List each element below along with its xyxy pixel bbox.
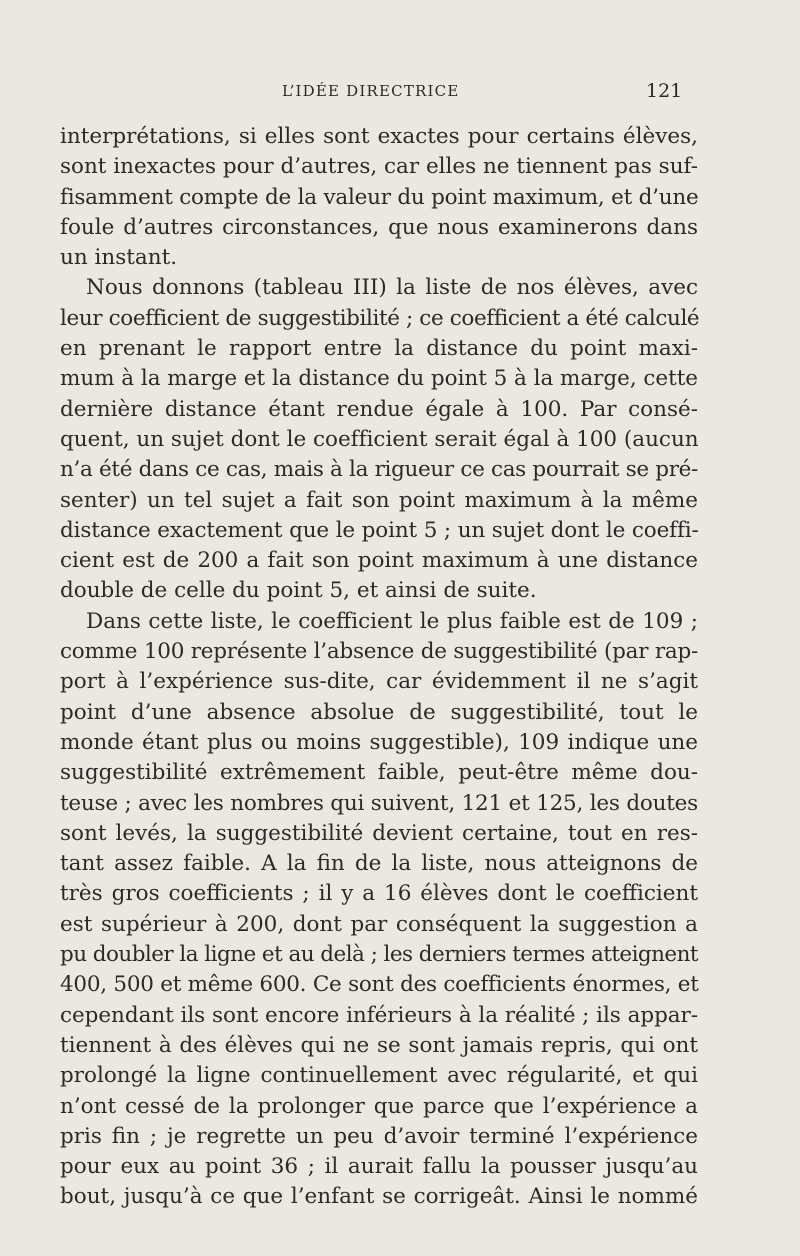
text-line: point d’une absence absolue de suggestibilité, tout le — [60, 699, 698, 725]
text-line: en prenant le rapport entre la distance du point maxi- — [60, 336, 698, 362]
text-line: port à l’expérience sus-dite, car évidemment il ne s’agit — [60, 669, 698, 695]
text-line: cependant ils sont encore inférieurs à la réalité ; ils appar- — [60, 1002, 698, 1028]
paragraph — [60, 607, 698, 1213]
text-line: n’ont cessé de la prolonger que parce que l’expérience a — [60, 1093, 698, 1119]
text-line: pour eux au point 36 ; il aurait fallu la pousser jusqu’au — [60, 1154, 698, 1180]
text-line: tant assez faible. A la fin de la liste, nous atteignons de — [60, 851, 698, 877]
text-line: fisamment compte de la valeur du point maximum, et d’une — [60, 184, 699, 210]
paragraph — [60, 273, 698, 606]
text-line: suggestibilité extrêmement faible, peut-être même dou- — [60, 760, 698, 786]
running-head — [0, 82, 800, 112]
body-text — [60, 122, 698, 1213]
text-line: mum à la marge et la distance du point 5 à la marge, cette — [60, 366, 698, 392]
text-line: double de celle du point 5, et ainsi de suite. — [60, 578, 537, 604]
text-line: foule d’autres circonstances, que nous examinerons dans — [60, 214, 698, 240]
text-line: senter) un tel sujet a fait son point maximum à la même — [60, 487, 698, 513]
text-line: très gros coefficients ; il y a 16 élèves dont le coefficient — [60, 881, 698, 907]
text-line: distance exactement que le point 5 ; un sujet dont le coeffi- — [60, 517, 699, 543]
text-line: est supérieur à 200, dont par conséquent la suggestion a — [60, 911, 698, 937]
running-title: L’IDÉE DIRECTRICE — [282, 82, 460, 100]
text-line: dernière distance étant rendue égale à 100. Par consé- — [60, 396, 698, 422]
text-line: bout, jusqu’à ce que l’enfant se corrigeât. Ainsi le nommé — [60, 1184, 698, 1210]
page-number: 121 — [646, 80, 683, 102]
paragraph — [60, 122, 698, 273]
text-line: sont levés, la suggestibilité devient certaine, tout en res- — [60, 820, 698, 846]
text-line: prolongé la ligne continuellement avec régularité, et qui — [60, 1063, 698, 1089]
text-line: interprétations, si elles sont exactes pour certains élèves, — [60, 124, 698, 149]
text-line: teuse ; avec les nombres qui suivent, 121 et 125, les doutes — [60, 790, 699, 816]
text-line: n’a été dans ce cas, mais à la rigueur ce cas pourrait se pré- — [60, 457, 698, 483]
text-line: sont inexactes pour d’autres, car elles ne tiennent pas suf- — [60, 154, 698, 180]
text-line: pris fin ; je regrette un peu d’avoir terminé l’expérience — [60, 1123, 698, 1149]
text-line: pu doubler la ligne et au delà ; les derniers termes atteignent — [60, 942, 698, 968]
text-line: monde étant plus ou moins suggestible), 109 indique une — [60, 729, 698, 755]
text-line: quent, un sujet dont le coefficient serait égal à 100 (aucun — [60, 426, 699, 452]
text-line: tiennent à des élèves qui ne se sont jamais repris, qui ont — [60, 1032, 698, 1058]
text-line: 400, 500 et même 600. Ce sont des coefficients énormes, et — [60, 972, 699, 998]
text-line: Dans cette liste, le coefficient le plus faible est de 109 ; — [86, 608, 698, 634]
text-line: un instant. — [60, 245, 178, 271]
text-line: leur coefficient de suggestibilité ; ce coefficient a été calculé — [60, 305, 700, 331]
text-line: comme 100 représente l’absence de suggestibilité (par rap- — [60, 639, 698, 665]
text-line: cient est de 200 a fait son point maximum à une distance — [60, 548, 698, 574]
text-line: Nous donnons (tableau III) la liste de nos élèves, avec — [86, 275, 698, 301]
